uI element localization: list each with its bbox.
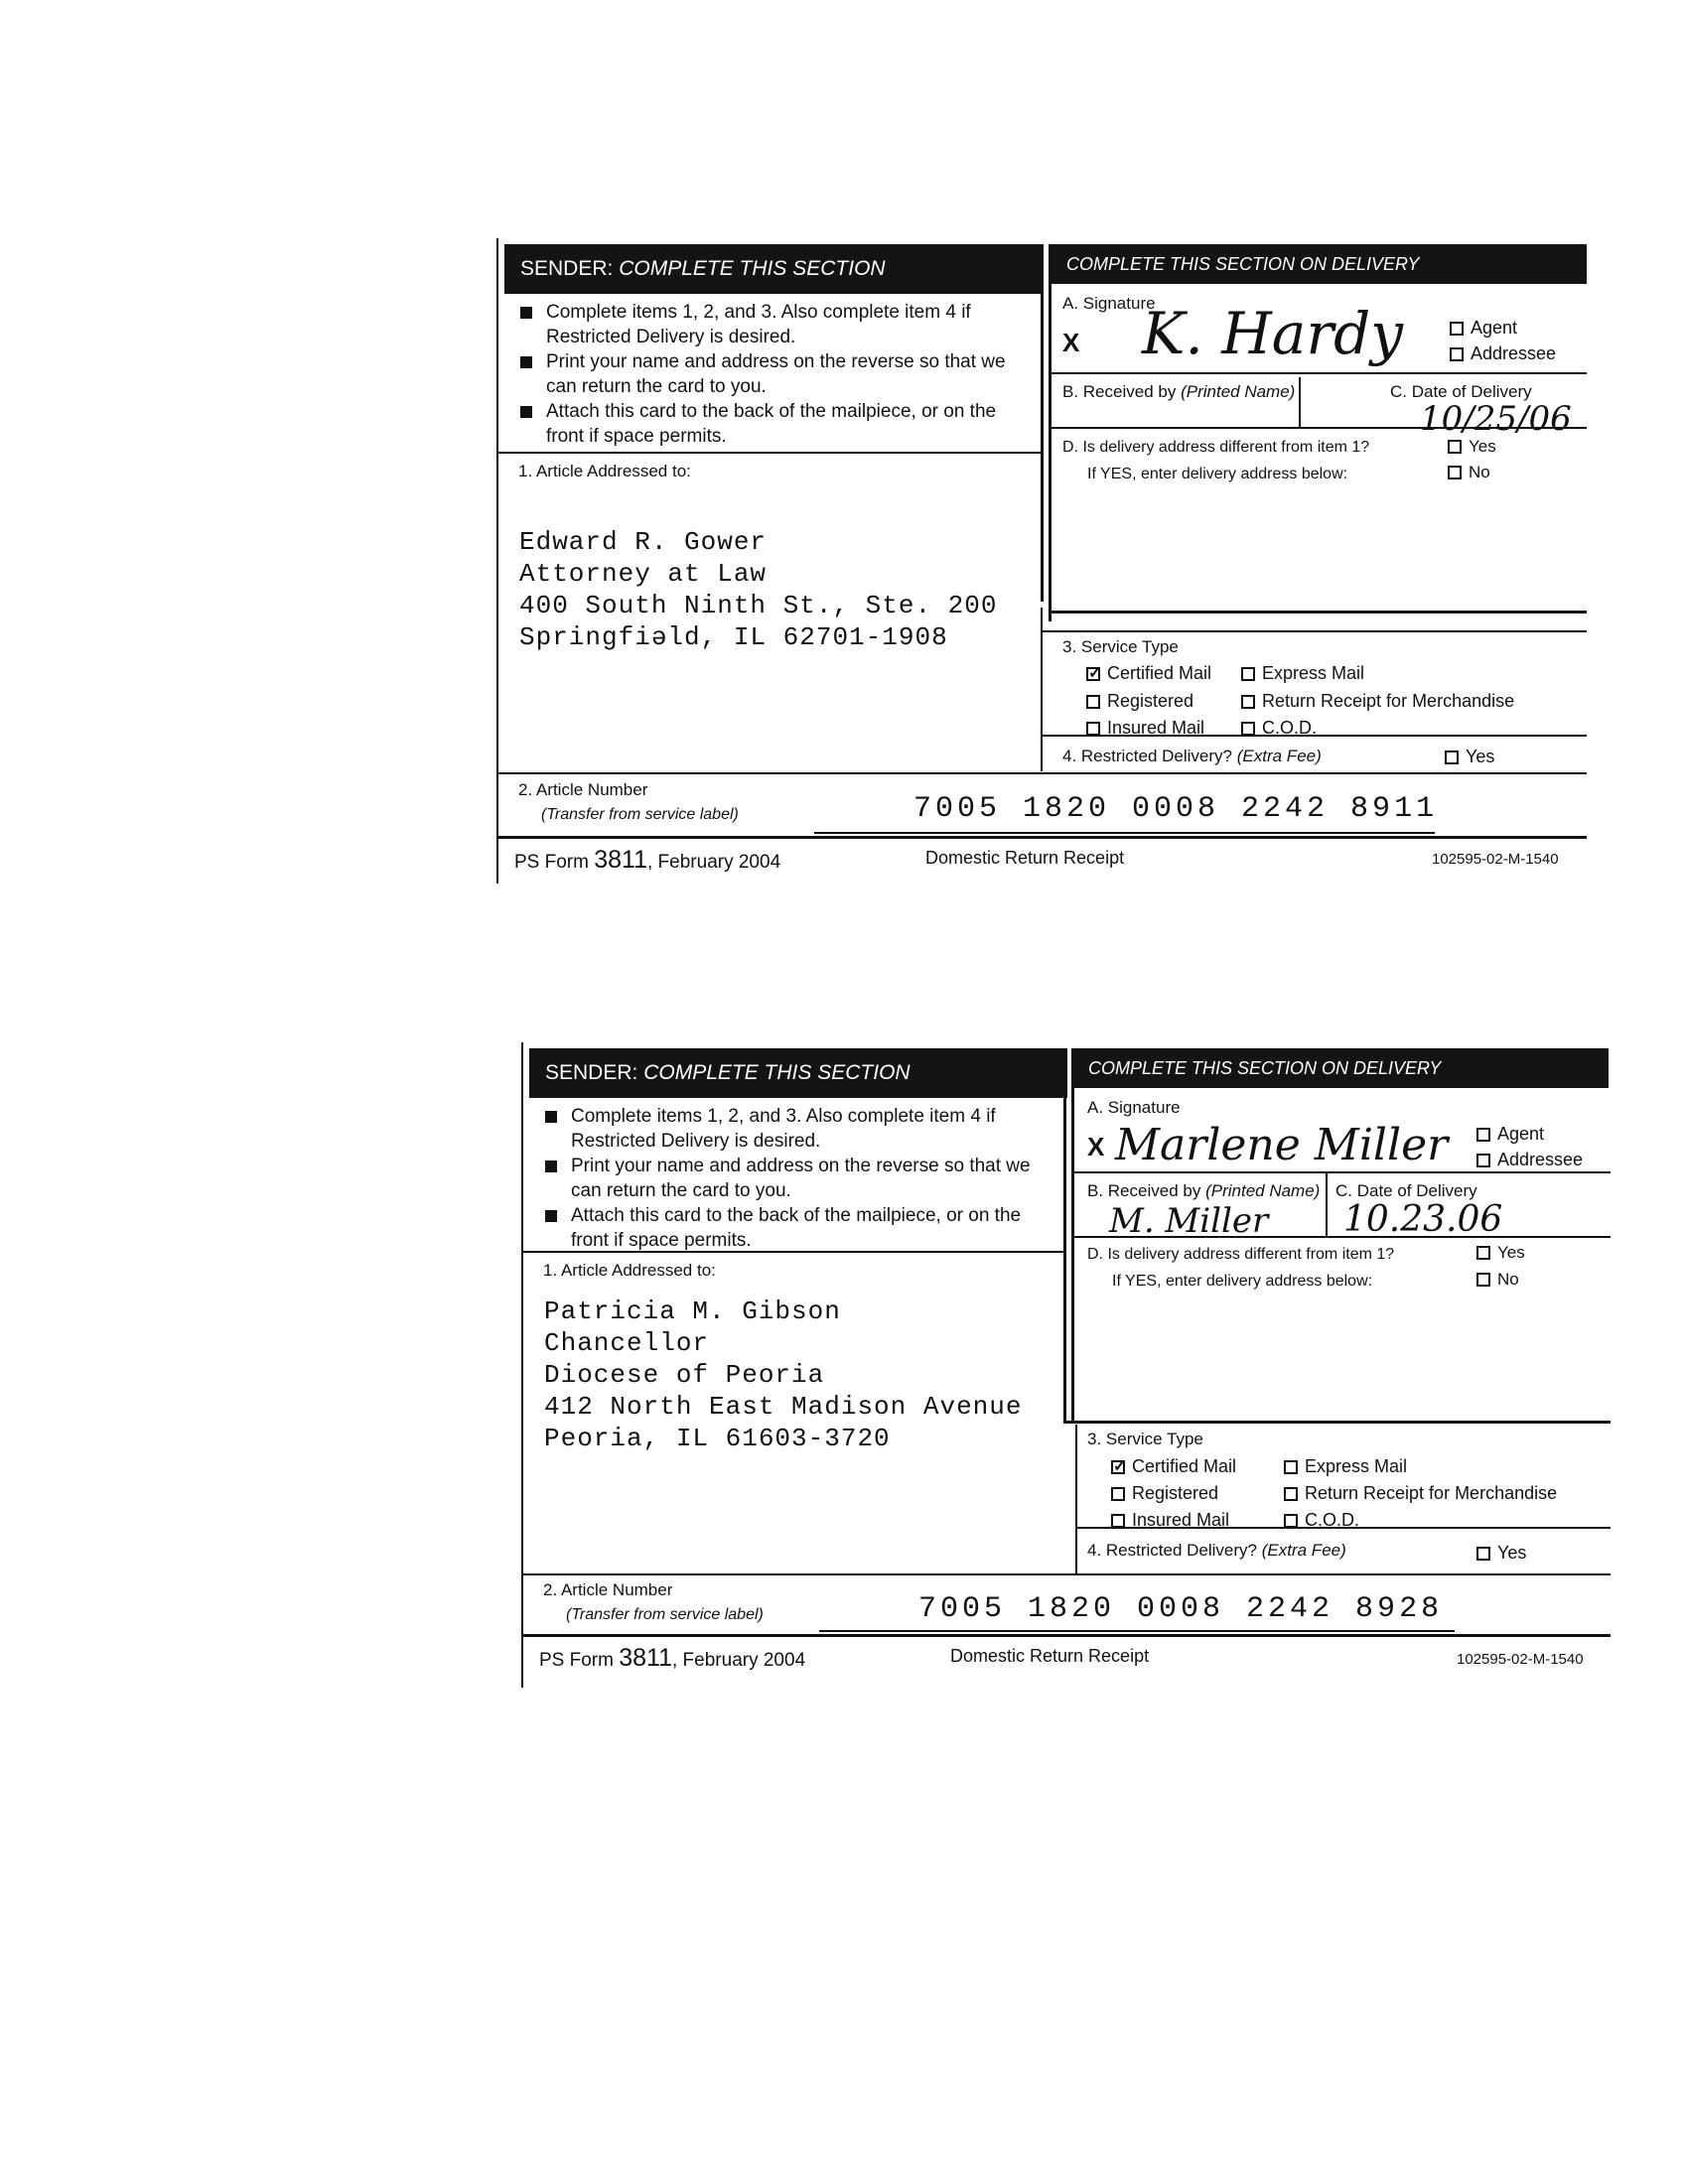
center-divider-lower [1075,1425,1077,1573]
instruction-item: Complete items 1, 2, and 3. Also complete item 4 if Restricted Delivery is desired. [541,1104,1057,1154]
checkbox-icon [1111,1514,1125,1528]
checkbox-icon [1476,1154,1490,1167]
checkbox-icon [1284,1487,1298,1501]
instruction-item: Print your name and address on the reverse so that we can return the card to you. [516,349,1033,399]
center-divider-inner [1049,244,1052,621]
cod-option[interactable]: C.O.D. [1284,1510,1359,1531]
divider-delivery-address [1051,611,1587,614]
divider-footer [496,836,1587,839]
service-type-label: 3. Service Type [1087,1430,1203,1448]
divider-article-number [496,772,1587,774]
certified-mail-option[interactable]: ✓Certified Mail [1086,663,1211,684]
checkbox-icon [1445,751,1459,764]
address-line: Patricia M. Gibson [544,1297,841,1326]
divider-article-number [521,1573,1611,1575]
left-border [521,1042,523,1688]
form-id: 102595-02-M-1540 [1457,1651,1584,1668]
checkbox-icon [1241,667,1255,681]
registered-option[interactable]: Registered [1111,1483,1218,1504]
divider-footer [521,1634,1611,1637]
address-line: Chancellor [544,1328,710,1358]
registered-option[interactable]: Registered [1086,691,1193,712]
different-address-label: D. Is delivery address different from item 1? [1062,439,1370,456]
instructions-list [541,1104,1057,1253]
return-receipt-merchandise-option[interactable]: Return Receipt for Merchandise [1241,691,1514,712]
article-number-value: 7005 1820 0008 2242 8911 [913,792,1439,826]
insured-mail-option[interactable]: Insured Mail [1086,718,1204,739]
article-addressed-label: 1. Article Addressed to: [543,1261,716,1280]
article-number-underline [814,832,1435,834]
recipient-address [519,526,997,653]
checkbox-icon [1241,722,1255,736]
agent-checkbox[interactable] [1476,1124,1544,1145]
domestic-return-receipt-label: Domestic Return Receipt [950,1646,1150,1666]
instructions-list [516,300,1033,449]
agent-label: Agent [1471,318,1518,338]
restricted-delivery-label: 4. Restricted Delivery? (Extra Fee) [1062,747,1322,765]
date-of-delivery-label: C. Date of Delivery [1390,382,1532,401]
if-yes-label: If YES, enter delivery address below: [1112,1273,1373,1290]
domestic-return-receipt-label: Domestic Return Receipt [925,848,1125,868]
checkbox-icon [1476,1128,1490,1142]
different-address-no[interactable]: No [1476,1270,1519,1290]
center-divider [1041,244,1044,602]
form-id: 102595-02-M-1540 [1432,851,1559,868]
checkbox-checked-icon [1086,667,1100,681]
checkbox-icon [1450,322,1464,336]
transfer-label: (Transfer from service label) [566,1606,764,1623]
received-by-label: B. Received by (Printed Name) [1062,382,1296,401]
address-line: 400 South Ninth St., Ste. 200 [519,591,998,620]
article-number-underline [819,1630,1455,1632]
checkbox-icon [1476,1246,1490,1260]
checkbox-icon [1448,466,1462,479]
divider-signature [1051,372,1587,374]
checkbox-icon [1111,1487,1125,1501]
if-yes-label: If YES, enter delivery address below: [1087,466,1348,482]
instruction-item: Attach this card to the back of the mailpiece, or on the front if space permits. [516,399,1033,449]
return-receipt-merchandise-option[interactable]: Return Receipt for Merchandise [1284,1483,1557,1504]
divider-date [1326,1173,1328,1236]
received-by-name: M. Miller [1109,1201,1269,1241]
signature-handwriting: Marlene Miller [1115,1120,1449,1170]
signature-x-mark: X [1087,1132,1105,1161]
article-addressed-label: 1. Article Addressed to: [518,462,691,480]
divider-service [1041,630,1587,632]
address-line: Attorney at Law [519,559,768,589]
express-mail-option[interactable]: Express Mail [1284,1456,1407,1477]
cod-option[interactable]: C.O.D. [1241,718,1317,739]
recipient-address [544,1296,1022,1454]
different-address-label: D. Is delivery address different from item 1? [1087,1246,1395,1263]
addressee-checkbox[interactable] [1450,343,1556,364]
checkbox-icon [1476,1547,1490,1561]
service-type-label: 3. Service Type [1062,637,1179,656]
insured-mail-option[interactable]: Insured Mail [1111,1510,1229,1531]
divider-signature [1074,1171,1611,1173]
signature-x-mark: X [1062,328,1080,357]
sender-section-header: SENDER: COMPLETE THIS SECTION [504,244,1043,294]
signature-label: A. Signature [1062,294,1156,313]
checkbox-icon [1284,1514,1298,1528]
addressee-checkbox[interactable] [1476,1150,1583,1170]
ps-form-label: PS Form 3811, February 2004 [514,846,781,874]
left-border [496,238,498,884]
addressee-label: Addressee [1497,1150,1584,1169]
date-of-delivery-label: C. Date of Delivery [1335,1181,1477,1200]
express-mail-option[interactable]: Express Mail [1241,663,1364,684]
restricted-delivery-yes[interactable]: Yes [1445,747,1494,767]
checkbox-checked-icon [1111,1460,1125,1474]
delivery-section-header: COMPLETE THIS SECTION ON DELIVERY [1051,244,1587,284]
date-of-delivery-value: 10.23.06 [1343,1199,1503,1240]
return-receipt-card-1 [496,238,1590,884]
different-address-yes[interactable]: Yes [1448,437,1496,457]
checkbox-icon [1476,1273,1490,1287]
checkbox-icon [1086,722,1100,736]
address-line: Peoria, IL 61603-3720 [544,1424,891,1453]
received-by-label: B. Received by (Printed Name) [1087,1181,1321,1200]
divider-delivery-address [1063,1421,1611,1424]
addressee-label: Addressee [1471,343,1557,363]
signature-handwriting: K. Hardy [1142,300,1403,367]
instruction-item: Attach this card to the back of the mailpiece, or on the front if space permits. [541,1203,1057,1253]
agent-checkbox[interactable] [1450,318,1517,339]
divider-date [1299,377,1301,427]
date-of-delivery-value: 10/25/06 [1420,399,1572,439]
article-number-value: 7005 1820 0008 2242 8928 [918,1592,1444,1626]
center-divider [1063,1048,1066,1421]
checkbox-icon [1448,440,1462,454]
agent-label: Agent [1497,1124,1545,1144]
different-address-no[interactable]: No [1448,463,1490,482]
restricted-delivery-label: 4. Restricted Delivery? (Extra Fee) [1087,1541,1346,1560]
instruction-item: Complete items 1, 2, and 3. Also complete item 4 if Restricted Delivery is desired. [516,300,1033,349]
return-receipt-card-2 [521,1042,1614,1688]
checkbox-icon [1450,347,1464,361]
different-address-yes[interactable]: Yes [1476,1243,1525,1263]
address-line: Springfiəld, IL 62701-1908 [519,622,948,652]
article-number-label: 2. Article Number [543,1580,673,1599]
article-number-label: 2. Article Number [518,780,648,799]
address-line: Edward R. Gower [519,527,768,557]
delivery-section-header: COMPLETE THIS SECTION ON DELIVERY [1072,1048,1609,1088]
sender-section-header: SENDER: COMPLETE THIS SECTION [529,1048,1067,1098]
restricted-delivery-yes[interactable]: Yes [1476,1543,1526,1564]
instruction-item: Print your name and address on the reverse so that we can return the card to you. [541,1154,1057,1203]
center-divider-inner [1071,1048,1074,1421]
transfer-label: (Transfer from service label) [541,806,739,823]
ps-form-label: PS Form 3811, February 2004 [539,1644,806,1672]
checkbox-icon [1241,695,1255,709]
certified-mail-option[interactable]: ✓Certified Mail [1111,1456,1236,1477]
divider-article [496,452,1043,454]
address-line: 412 North East Madison Avenue [544,1392,1023,1422]
checkbox-icon [1086,695,1100,709]
checkbox-icon [1284,1460,1298,1474]
signature-label: A. Signature [1087,1098,1181,1117]
address-line: Diocese of Peoria [544,1360,825,1390]
